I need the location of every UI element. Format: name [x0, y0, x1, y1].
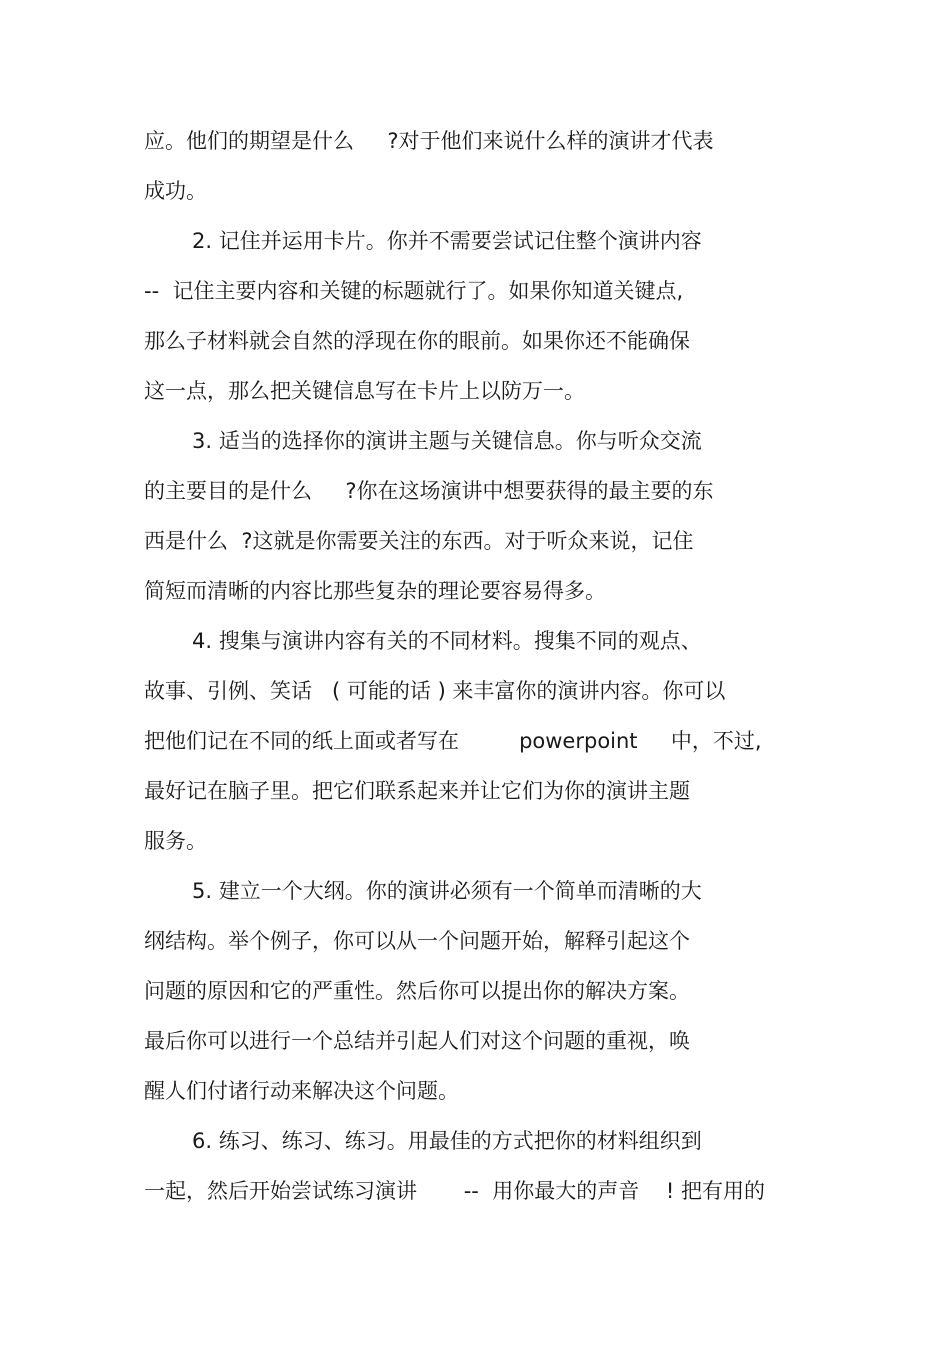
text-line: 简短而清晰的内容比那些复杂的理论要容易得多。: [144, 579, 606, 603]
text-line: 问题的原因和它的严重性。然后你可以提出你的解决方案。: [144, 979, 690, 1003]
text-line: 最后你可以进行一个总结并引起人们对这个问题的重视，唤: [144, 1029, 690, 1053]
text-line: 最好记在脑子里。把它们联系起来并让它们为你的演讲主题: [144, 779, 690, 803]
text-line: 这一点，那么把关键信息写在卡片上以防万一。: [144, 379, 585, 403]
text-line: 纲结构。举个例子，你可以从一个问题开始，解释引起这个: [144, 929, 690, 953]
text-line: 成功。: [144, 179, 207, 203]
text-line: 的主要目的是什么 ?你在这场演讲中想要获得的最主要的东: [144, 479, 714, 503]
text-line: 一起，然后开始尝试练习演讲 -- 用你最大的声音 ! 把有用的: [144, 1179, 766, 1203]
text-line: 西是什么 ?这就是你需要关注的东西。对于听众来说，记住: [144, 529, 694, 553]
paragraph-5-start: 5. 建立一个大纲。你的演讲必须有一个简单而清晰的大: [192, 879, 702, 903]
text-line: 醒人们付诸行动来解决这个问题。: [144, 1079, 459, 1103]
paragraph-4-start: 4. 搜集与演讲内容有关的不同材料。搜集不同的观点、: [192, 629, 702, 653]
text-line: 应。他们的期望是什么 ?对于他们来说什么样的演讲才代表: [144, 129, 714, 153]
paragraph-3-start: 3. 适当的选择你的演讲主题与关键信息。你与听众交流: [192, 429, 702, 453]
text-line: 故事、引例、笑话 ( 可能的话 ) 来丰富你的演讲内容。你可以: [144, 679, 726, 703]
text-line: 服务。: [144, 829, 207, 853]
text-line: 把他们记在不同的纸上面或者写在 powerpoint 中，不过,: [144, 729, 762, 753]
text-line: -- 记住主要内容和关键的标题就行了。如果你知道关键点,: [144, 279, 684, 303]
text-line: 那么子材料就会自然的浮现在你的眼前。如果你还不能确保: [144, 329, 690, 353]
paragraph-2-start: 2. 记住并运用卡片。你并不需要尝试记住整个演讲内容: [192, 229, 702, 253]
paragraph-6-start: 6. 练习、练习、练习。用最佳的方式把你的材料组织到: [192, 1129, 702, 1153]
